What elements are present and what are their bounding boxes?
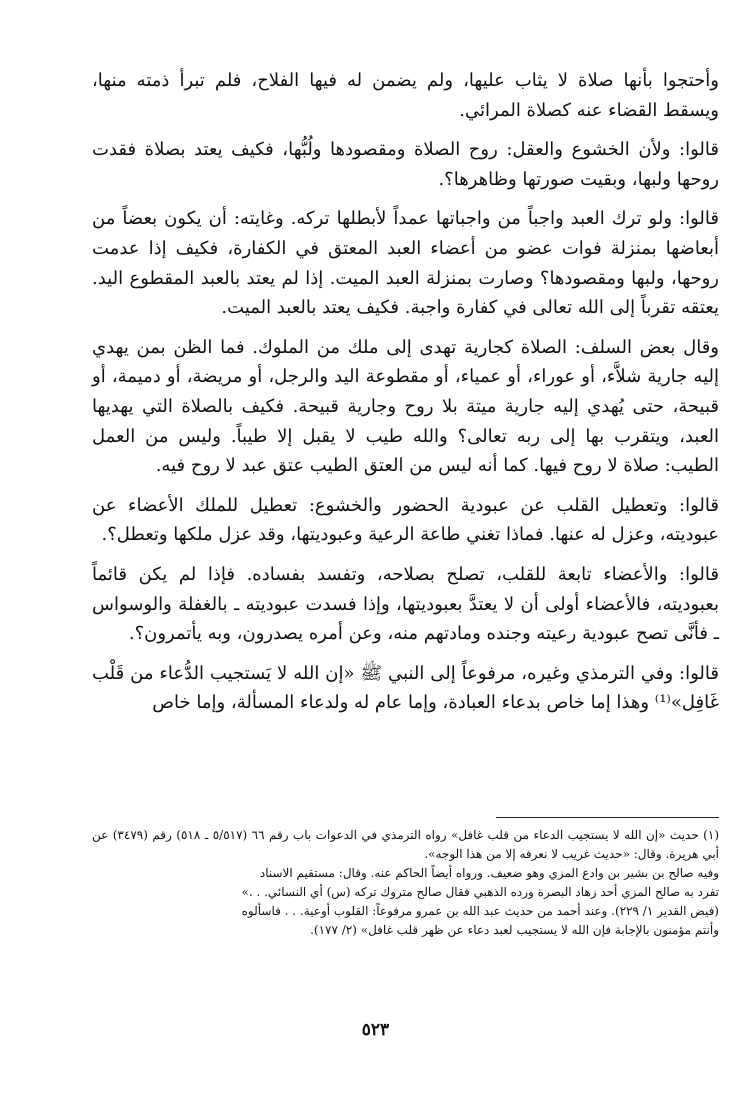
footnote-line: وفيه صالح بن بشير بن وادع المزي وهو ضعيف. ورواه أيضاً الحاكم عنه. وقال: مستقيم الاسناد [259, 866, 719, 880]
footnote-line: (فيض القدير ١/ ٢٢٩). وعند أحمد من حديث عبد الله بن عمرو مرفوعاً: القلوب أوعية. . . فاسألوه [241, 904, 719, 918]
paragraph-1: وأحتجوا بأنها صلاة لا يثاب عليها، ولم يضمن له فيها الفلاح، فلم تبرأ ذمته منها، ويسقط القضاء عنه كصلاة المرائي. [92, 70, 719, 121]
footnote-line: تفرد به صالح المزي أحد زهاد البصرة ورده الذهبي فقال صالح متروك تركه (س) أي النسائي. . .» [241, 885, 719, 899]
page-number: ٥٢٣ [361, 1020, 390, 1040]
paragraph-7: قالوا: وفي الترمذي وغيره، مرفوعاً إلى النبي ﷺ «إن الله لا يَستجيب الدُّعاء من قَلْب غَافِل»⁽¹⁾ وهذا إما خاص بدعاء العبادة، وإما عام له ولدعاء المسألة، وإما خاص [92, 662, 719, 714]
footnote-divider [496, 817, 719, 818]
paragraph-5: قالوا: وتعطيل القلب عن عبودية الحضور والخشوع: تعطيل للملك الأعضاء عن عبوديته، وعزل له عنها. فماذا تغني طاعة الرعية وعبوديتها، وقد عزل ملكها وتعطل؟. [92, 494, 719, 546]
paragraph-2: قالوا: ولأن الخشوع والعقل: روح الصلاة ومقصودها ولُبُّها، فكيف يعتد بصلاة فقدت روحها ولبها، وبقيت صورتها وظاهرها؟. [92, 139, 719, 190]
paragraph-6: قالوا: والأعضاء تابعة للقلب، تصلح بصلاحه، وتفسد بفساده. فإذا لم يكن قائماً بعبوديته، فالأعضاء أولى أن لا يعتدَّ بعبوديتها، وإذا فسدت عبوديته ـ بالغفلة والوسواس ـ فأنَّى تصح عبودية رعيته وجنده ومادتهم منه، وعن أمره يصدرون، وبه يأتمرون؟. [92, 563, 719, 645]
footnote-line: (١) حديث «إن الله لا يستجيب الدعاء من قلب غافل» رواه الترمذي في الدعوات باب رقم ٦٦ (٥/٥١٧ ـ ٥١٨) رقم (٣٤٧٩) عن أبي هريرة. وقال: «حديث غريب لا نعرفه إلا من هذا الوجه». [92, 828, 720, 861]
paragraph-4: وقال بعض السلف: الصلاة كجارية تهدى إلى ملك من الملوك. فما الظن بمن يهدي إليه جارية شلاَّء، أو عوراء، أو عمياء، أو مقطوعة اليد والرجل، أو مريضة، أو دميمة، أو قبيحة، حتى يُهدي إليه جارية ميتة بلا روح وجارية قبيحة. فكيف بالصلاة التي يهديها العبد، ويتقرب بها إلى ربه تعالى؟ والله طيب لا يقبل إلا طيباً. وليس من العمل الطيب: صلاة لا روح فيها. كما أنه ليس من العتق الطيب عتق عبد لا روح فيه. [92, 336, 719, 477]
footnotes [92, 826, 719, 940]
main-text [92, 66, 719, 728]
paragraph-3: قالوا: ولو ترك العبد واجباً من واجباتها عمداً لأبطلها تركه. وغايته: أن يكون بعضاً من أبعاضها بمنزلة فوات عضو من أعضاء العبد المعتق في الكفارة، فكيف إذا عدمت روحها، ولبها ومقصودها؟ وصارت بمنزلة العبد الميت. إذا لم يعتد بالعبد المقطوع اليد. يعتقه تقرباً إلى الله تعالى في كفارة واجبة. فكيف يعتد بالعبد الميت. [92, 208, 719, 319]
footnote-line: وأنتم مؤمنون بالإجابة فإن الله لا يستجيب لعبد دعاء عن ظهر قلب غافل» (٢/ ١٧٧). [310, 923, 719, 937]
